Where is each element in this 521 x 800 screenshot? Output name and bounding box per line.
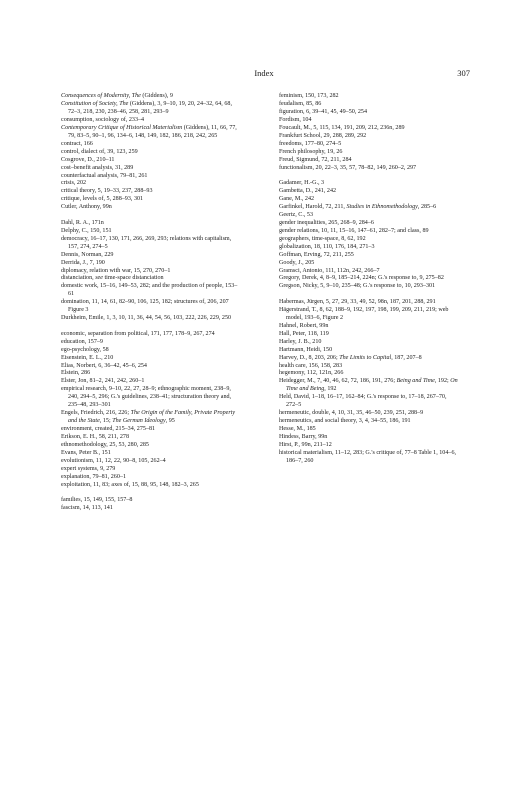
index-entry [61,93,241,101]
entry-text: , 15; [99,418,113,425]
index-entry [279,299,459,307]
index-entry [279,418,459,426]
entry-text: hegemony, 112, 121n, 266 [279,370,344,377]
index-entry [61,482,241,490]
index-entry [61,410,241,426]
index-column-left [61,93,241,513]
entry-text: Derrida, J., 7, 190 [61,259,105,266]
index-entry [279,117,459,125]
index-entry [61,149,241,157]
entry-text: domination, 11, 14, 61, 82–90, 106, 125, 182; structures of, 206, 207 Figure 3 [61,299,229,314]
entry-text: Hahnel, Robert, 99n [279,322,329,329]
entry-text: Freud, Sigmund, 72, 211, 284 [279,156,352,163]
index-entry [61,497,241,505]
index-entry [279,426,459,434]
entry-text: diplomacy, relation with war, 15, 270, 270–1 [61,267,171,274]
index-entry [61,236,241,252]
entry-text: Gregory, Derek, 4, 8–9, 185–214, 224n; G.'s response to, 9, 275–82 [279,275,444,282]
index-entry [279,323,459,331]
entry-title-text: see [95,275,103,282]
entry-text: hermeneutics, and social theory, 3, 4, 34–55, 186, 191 [279,418,411,425]
index-entry [279,268,459,276]
entry-text: (Giddens), 3, 9–10, 19, 20, 24–32, 64, 68, 72–3, 218, 230, 238–46, 258, 281, 293–9 [68,100,232,115]
entry-text: hermeneutic, double, 4, 10, 31, 35, 46–50, 239, 251, 288–9 [279,410,424,417]
index-entry [61,331,241,339]
index-entry [279,331,459,339]
index-entry [279,180,459,188]
entry-title-text: Contemporary Critique of Historical Materialism [61,124,183,131]
index-entry [279,283,459,291]
index-column-right [279,93,459,466]
entry-text: domestic work, 15–16, 149–53, 282; and the production of people, 153–61 [61,283,238,298]
index-entry [61,339,241,347]
index-entry [279,188,459,196]
entry-text: economic, separation from political, 171, 177, 178–9, 267, 274 [61,330,215,337]
index-entry [61,442,241,450]
entry-title-text: The German Ideology [112,418,166,425]
entry-text: Hall, Peter, 118, 119 [279,330,329,337]
index-entry [61,426,241,434]
entry-text: globalization, 18, 110, 176, 184, 271–3 [279,243,375,250]
entry-text: Gambetta, D., 241, 242 [279,187,337,194]
entry-text: families, 15, 149, 155, 157–8 [61,497,133,504]
entry-text: Harley, J. B., 210 [279,338,322,345]
index-entry [279,236,459,244]
index-entry [61,386,241,410]
index-entry [279,347,459,355]
entry-text: Hirst, P., 99n, 211–12 [279,442,332,449]
entry-text: feminism, 150, 173, 282 [279,93,339,99]
entry-text: expert systems, 9, 279 [61,465,116,472]
entry-text: control, dialect of, 39, 123, 259 [61,148,138,155]
index-entry [279,157,459,165]
entry-text: contract, 166 [61,140,93,147]
entry-text: Foucault, M., 5, 115, 134, 191, 209, 212, 236n, 289 [279,124,405,131]
entry-text: Gregson, Nicky, 5, 9–10, 235–48; G.'s response to, 10, 293–301 [279,283,436,290]
index-entry [279,275,459,283]
index-entry [279,370,459,378]
index-entry [61,378,241,386]
index-entry [279,109,459,117]
index-entry [61,363,241,371]
entry-text: Gadamer, H.-G., 3 [279,180,325,187]
index-entry [279,378,459,394]
entry-text: Gramsci, Antonio, 111, 112n, 242, 266–7 [279,267,380,274]
entry-text: Goody, J., 205 [279,259,315,266]
entry-text: Elstein, 286 [61,370,91,377]
entry-text: critical theory, 5, 19–33, 237, 288–93 [61,188,153,195]
entry-text: , 192 [324,386,337,393]
index-entry [61,370,241,378]
entry-text: freedoms, 177–80, 274–5 [279,140,342,147]
index-entry [279,125,459,133]
entry-text: Evans, Peter B., 151 [61,449,111,456]
running-header [58,68,470,84]
index-entry [61,252,241,260]
entry-text: empirical research, 9–10, 22, 27, 28–9; ethnographic moment, 238–9, 240, 294–5, 296; G.'s guidelines, 238–41; structuration theory and, 235–48, 293–301 [61,386,232,409]
entry-text: (Giddens), 11, 66, 77, 79, 83–5, 90–1, 96, 134–6, 148, 149, 182, 186, 218, 242, 265 [68,124,237,139]
entry-title-text: Constitution of Society, The [61,100,129,107]
index-entry [61,505,241,513]
index-entry [279,434,459,442]
letter-group-gap [61,212,241,220]
index-entry [279,196,459,204]
entry-text: Erikson, E. H., 58, 211, 278 [61,434,129,441]
entry-text: Elster, Jon, 81–2, 241, 242, 260–1 [61,378,145,385]
entry-text: gender relations, 10, 11, 15–16, 147–61, 282–7; and class, 89 [279,227,429,234]
entry-text: Hartmann, Heidi, 150 [279,346,333,353]
entry-text: counterfactual analysis, 79–81, 261 [61,172,148,179]
index-entry [279,141,459,149]
index-entry [279,355,459,363]
entry-text: consumption, sociology of, 233–4 [61,116,145,123]
index-entry [279,149,459,157]
entry-title-text: The Origin of the Family, Private Property and the State [68,410,236,425]
index-entry [279,244,459,252]
entry-text: functionalism, 20, 22–3, 35, 57, 78–82, 149, 260–2, 297 [279,164,417,171]
entry-text: cost–benefit analysis, 31, 289 [61,164,134,171]
letter-group-gap [279,291,459,299]
entry-text: figuration, 6, 39–41, 45, 49–50, 254 [279,108,368,115]
entry-text: Hindess, Barry, 99n [279,434,328,441]
index-entry [279,93,459,101]
index-entry [279,307,459,323]
index-entry [279,363,459,371]
entry-text: Engels, Friedrich, 216, 226; [61,410,131,417]
entry-text: Garfinkel, Harold, 72, 211, [279,203,347,210]
entry-text: time-space distanciation [102,275,164,282]
entry-text: Elias, Norbert, 6, 36–42, 45–6, 254 [61,362,147,369]
index-entry [61,260,241,268]
entry-text: Goffman, Erving, 72, 211, 255 [279,251,354,258]
entry-text: crisis, 202 [61,180,87,187]
index-entry [279,212,459,220]
entry-text: French philosophy, 19, 26 [279,148,343,155]
entry-text: Geertz, C., 53 [279,211,314,218]
index-entry [279,228,459,236]
entry-title-text: Studies in Ethnomethodology [346,203,418,210]
index-entry [61,220,241,228]
index-entry [61,204,241,212]
entry-text: Fordism, 104 [279,116,312,123]
entry-text: Hesse, M., 185 [279,426,316,433]
entry-title-text: The Limits to Capital [339,354,392,361]
index-entry [61,196,241,204]
index-entry [279,450,459,466]
entry-text: Dennis, Norman, 229 [61,251,114,258]
index-entry [61,299,241,315]
index-entry [61,450,241,458]
entry-text: Habermas, Jürgen, 5, 27, 29, 33, 49, 52, 98n, 187, 201, 288, 291 [279,298,436,305]
entry-text: health care, 156, 158, 283 [279,362,343,369]
entry-text: Dahl, R. A., 171n [61,219,104,226]
entry-text: critique, levels of, 5, 288–93, 301 [61,196,144,203]
index-entry [61,141,241,149]
entry-title-text: On Time and Being [286,378,458,393]
entry-text: Harvey, D., 8, 203, 206; [279,354,340,361]
entry-text: , 187, 207–8 [391,354,422,361]
index-entry [61,228,241,236]
entry-text: gender inequalities, 265, 268–9, 284–6 [279,219,374,226]
entry-text: Held, David, 1–18, 16–17, 162–84; G.'s response to, 17–18, 267–70, 272–5 [279,394,447,409]
index-entry [61,315,241,323]
index-entry [279,204,459,212]
entry-text: historical materialism, 11–12, 283; G.'s critique of, 77–8 Table 1, 104–6, 186–7, 260 [279,449,457,464]
entry-text: feudalism, 85, 86 [279,100,322,107]
entry-text: distanciation, [61,275,96,282]
entry-text: Hägerstrand, T., 8, 62, 188–9, 192, 197, 198, 199, 209, 211, 219; web model, 193–6, Figure 2 [279,306,449,321]
index-entry [279,339,459,347]
entry-text: Cosgrove, D., 210–11 [61,156,115,163]
index-entry [61,347,241,355]
index-entry [61,157,241,165]
index-entry [279,252,459,260]
index-entry [61,101,241,117]
entry-title-text: Consequences of Modernity, The [61,93,141,99]
index-entry [61,466,241,474]
entry-text: ethnomethodology, 25, 53, 280, 285 [61,442,149,449]
index-entry [279,101,459,109]
entry-text: environment, created, 215–34, 275–81 [61,426,156,433]
index-entry [61,283,241,299]
entry-text: education, 157–9 [61,338,103,345]
page-title: Index [254,68,274,78]
entry-text: exploitation, 11, 83; axes of, 15, 88, 95, 148, 182–3, 265 [61,481,199,488]
entry-text: democracy, 16–17, 130, 171, 266, 269, 293; relations with capitalism, 157, 274, 274–5 [61,235,232,250]
entry-text: , 95 [165,418,175,425]
index-entry [279,220,459,228]
index-entry [279,394,459,410]
entry-text: ego-psychology, 58 [61,346,109,353]
index-entry [279,442,459,450]
index-entry [61,434,241,442]
entry-text: Delphy, C., 150, 151 [61,227,112,234]
entry-title-text: Being and Time [396,378,435,385]
entry-text: geographers, time-space, 8, 62, 192 [279,235,366,242]
entry-text: Gane, M., 242 [279,195,315,202]
page-number: 307 [457,68,470,78]
entry-text: , 192; [434,378,451,385]
index-entry [61,125,241,141]
entry-text: Eisenstein, E. L., 210 [61,354,114,361]
index-entry [279,133,459,141]
entry-text: evolutionism, 11, 12, 22, 90–8, 105, 262–4 [61,457,166,464]
entry-text: Durkheim, Emile, 1, 3, 10, 11, 36, 44, 54, 56, 103, 222, 226, 229, 250 [61,315,232,322]
entry-text: Heidegger, M., 7, 40, 46, 62, 72, 186, 191, 276; [279,378,397,385]
entry-text: explanation, 79–81, 260–1 [61,473,126,480]
index-entry [279,260,459,268]
entry-text: fascism, 14, 113, 141 [61,505,113,512]
index-entry [61,474,241,482]
entry-text: (Giddens), 9 [140,93,173,99]
index-entry [61,355,241,363]
index-entry [279,165,459,173]
index-entry [61,180,241,188]
index-entry [61,117,241,125]
index-entry [61,458,241,466]
index-entry [61,173,241,181]
index-entry [279,410,459,418]
letter-group-gap [61,323,241,331]
index-entry [61,268,241,276]
entry-text: Cutler, Anthony, 99n [61,204,112,211]
index-entry [61,165,241,173]
entry-text: Frankfurt School, 29, 288, 289, 292 [279,132,367,139]
entry-text: , 285–6 [417,203,437,210]
letter-group-gap [279,173,459,181]
